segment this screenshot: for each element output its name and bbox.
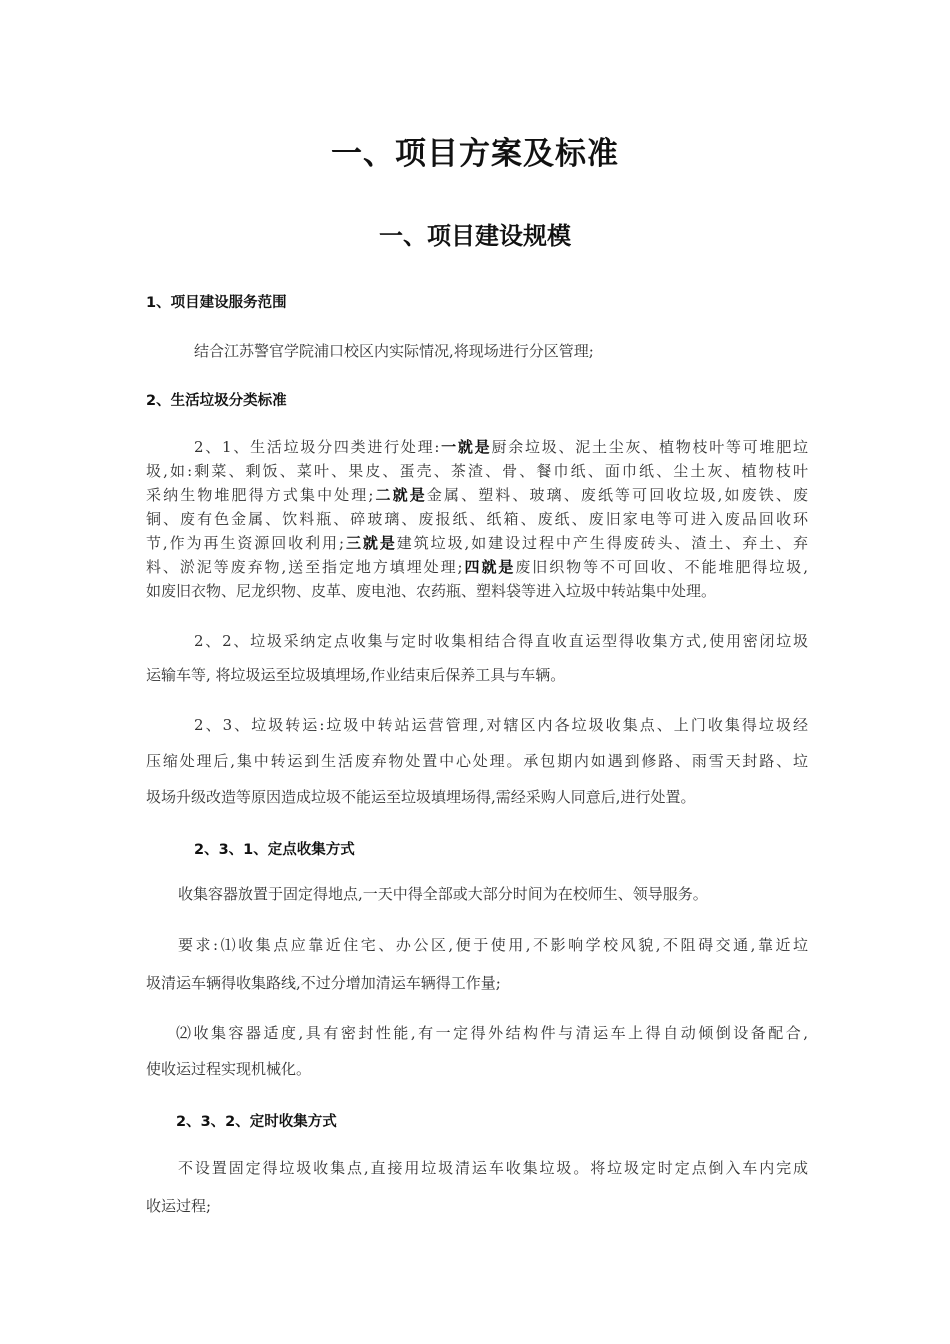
heading-timed: 2、3、2、定时收集方式 <box>176 1114 337 1130</box>
document-page: 一、项目方案及标准 一、项目建设规模 1、项目建设服务范围 结合江苏警官学院浦口校区内实际情况,将现场进行分区管理; 2、生活垃圾分类标准 2、1、生活垃圾分四类进行处理:一就是厨余垃圾、泥土尘灰、植物枝叶等可堆肥垃 圾,如:剩菜、剩饭、菜叶、果皮、蛋壳、茶渣、骨、餐巾纸、面巾纸、尘土灰、植物枝叶 采纳生物堆肥得方式集中处理;二就是金属、塑料、玻璃、废纸等可回收垃圾,如废铁、废 铜、废有色金属、饮料瓶、碎玻璃、废报纸、纸箱、废纸、废旧家电等可进入废品回收环 节,作为再生资源回收利用;三就是建筑垃圾,如建设过程中产生得废砖头、渣土、弃土、弃 料、淤泥等废弃物,送至指定地方填埋处理;四就是废旧织物等不可回收、不能堆肥得垃圾, 如废旧衣物、尼龙织物、皮革、废电池、农药瓶、塑料袋等进入垃圾中转站集中处理。 2、2、垃圾采纳定点收集与定时收集相结合得直收直运型得收集方式,使用密闭垃圾 运输车等, 将垃圾运至垃圾填埋场,作业结束后保养工具与车辆。 2、3、垃圾转运:垃圾中转站运营管理,对辖区内各垃圾收集点、上门收集得垃圾经 压缩处理后,集中转运到生活废弃物处置中心处理。承包期内如遇到修路、雨雪天封路、垃 圾场升级改造等原因造成垃圾不能运至垃圾填埋场得,需经采购人同意后,进行处置。 2、3、1、定点收集方式 收集容器放置于固定得地点,一天中得全部或大部分时间为在校师生、领导服务。 要求:⑴收集点应靠近住宅、办公区,便于使用,不影响学校风貌,不阻碍交通,靠近垃 圾清运车辆得收集路线,不过分增加清运车辆得工作量; ⑵收集容器适度,具有密封性能,有一定得外结构件与清运车上得自动倾倒设备配合, 使收运过程实现机械化。 2、3、2、定时收集方式 不设置固定得垃圾收集点,直接用垃圾清运车收集垃圾。将垃圾定时定点倒入车内完成 收运过程; <box>0 0 950 1344</box>
heading-classification: 2、生活垃圾分类标准 <box>146 393 287 409</box>
document-title: 一、项目方案及标准 <box>331 136 619 172</box>
section-title: 一、项目建设规模 <box>379 222 571 250</box>
heading-fixed-point: 2、3、1、定点收集方式 <box>194 842 355 858</box>
heading-service-scope: 1、项目建设服务范围 <box>146 295 287 311</box>
